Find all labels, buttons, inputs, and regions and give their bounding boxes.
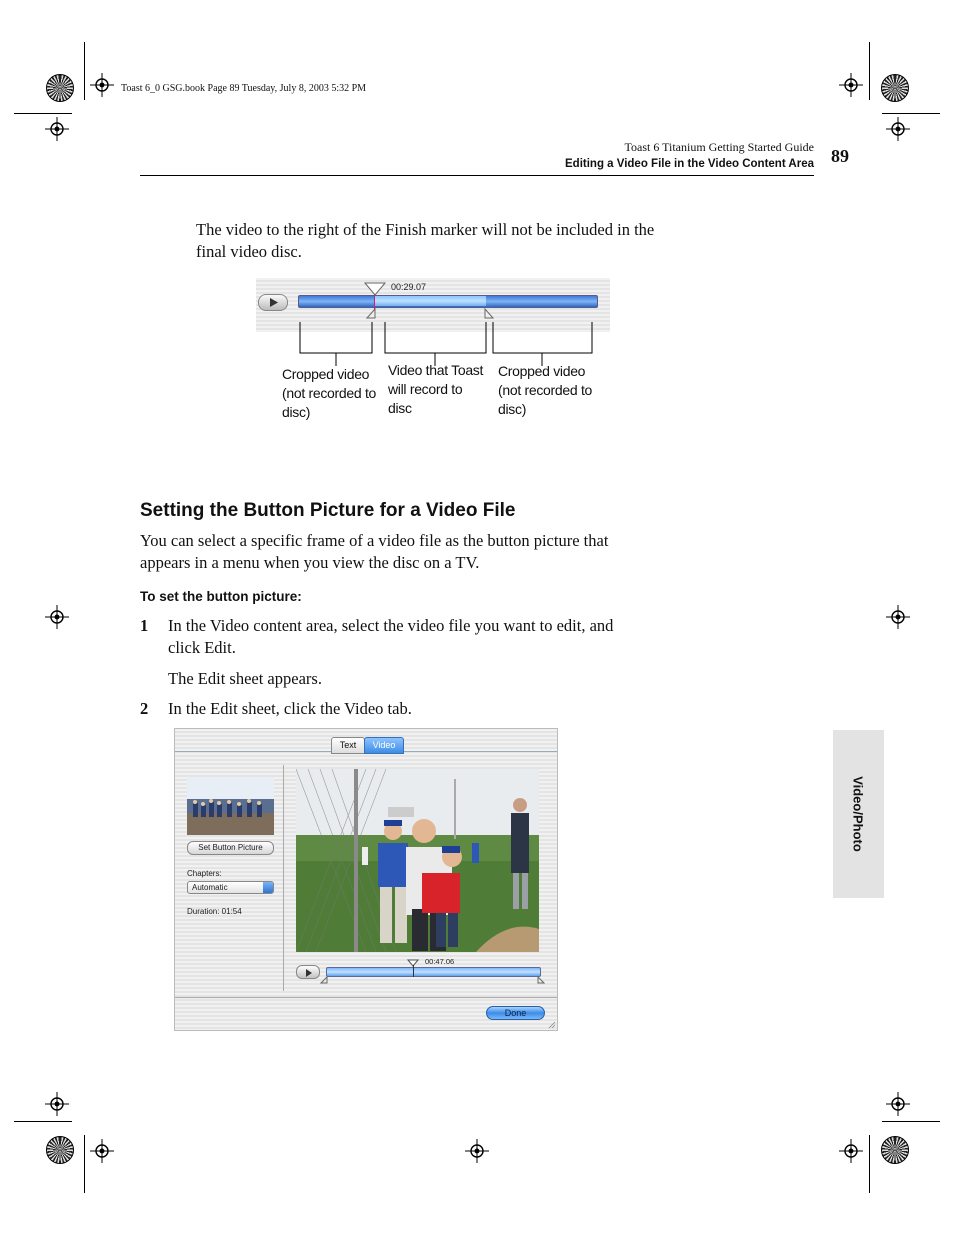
duration-text: Duration: 01:54 [187, 907, 242, 916]
video-preview [296, 769, 539, 952]
chapters-select-value: Automatic [192, 883, 228, 892]
page-number: 89 [831, 146, 849, 166]
edit-sheet [174, 728, 558, 1031]
tab-video[interactable]: Video [364, 737, 404, 754]
callout-cropped-end: Cropped video (not recorded to disc) [498, 363, 593, 417]
button-picture-thumbnail [187, 777, 274, 835]
registration-target-icon [90, 73, 114, 97]
section-heading: Setting the Button Picture for a Video File [140, 500, 516, 521]
step-text: In the Edit sheet, click the Video tab. [168, 699, 412, 718]
registration-target-icon [886, 117, 910, 141]
registration-target-icon [90, 1139, 114, 1163]
registration-target-icon [839, 73, 863, 97]
sheet-playhead-line [413, 965, 414, 977]
select-arrows-icon [263, 882, 273, 893]
play-icon [297, 967, 319, 979]
play-icon [259, 295, 287, 310]
registration-target-icon [45, 605, 69, 629]
step-number: 1 [140, 616, 149, 635]
step-number: 2 [140, 699, 149, 718]
play-button[interactable] [258, 294, 288, 311]
print-slug: Toast 6_0 GSG.book Page 89 Tuesday, July 8, 2003 5:32 PM [121, 83, 367, 94]
callout-recorded: Video that Toast will record to disc [388, 362, 484, 416]
sheet-start-marker-icon[interactable] [320, 976, 328, 984]
start-marker-icon[interactable] [366, 308, 376, 319]
finish-marker-icon[interactable] [484, 308, 494, 319]
step-result: The Edit sheet appears. [168, 669, 322, 688]
done-button[interactable]: Done [486, 1006, 545, 1020]
header-rule [140, 175, 814, 176]
left-panel [181, 769, 287, 919]
chapters-label: Chapters: [187, 869, 222, 878]
set-button-picture-button[interactable]: Set Button Picture [187, 841, 274, 855]
playhead-icon[interactable] [364, 282, 386, 296]
footer-rule [175, 997, 557, 998]
registration-target-icon [45, 1092, 69, 1116]
step-text: In the Video content area, select the video file you want to edit, and click Edit. [168, 616, 614, 657]
side-tab-label: Video/Photo [850, 776, 866, 852]
sheet-play-button[interactable] [296, 965, 320, 979]
color-star-icon [46, 1136, 74, 1164]
timeline-selected-range [374, 296, 486, 306]
sheet-timecode: 00:47.06 [425, 957, 455, 966]
callout-cropped-start: Cropped video (not recorded to disc) [282, 366, 377, 420]
tab-text[interactable]: Text [331, 737, 365, 754]
registration-target-icon [886, 605, 910, 629]
section-paragraph: You can select a specific frame of a video file as the button picture that appears in a menu when you view the disc on a TV. [140, 531, 609, 572]
registration-target-icon [465, 1139, 489, 1163]
color-star-icon [46, 74, 74, 102]
running-head [140, 138, 814, 176]
resize-grip-icon[interactable] [548, 1021, 556, 1029]
sheet-finish-marker-icon[interactable] [537, 976, 545, 984]
panel-divider [283, 765, 284, 991]
intro-paragraph: The video to the right of the Finish marker will not be included in the final video disc. [196, 220, 655, 261]
chapters-select[interactable] [187, 881, 274, 894]
section-title: Editing a Video File in the Video Content Area [565, 158, 814, 170]
color-star-icon [881, 74, 909, 102]
registration-target-icon [839, 1139, 863, 1163]
color-star-icon [881, 1136, 909, 1164]
book-title: Toast 6 Titanium Getting Started Guide [624, 140, 814, 154]
sheet-timeline-track[interactable] [326, 967, 541, 977]
registration-target-icon [886, 1092, 910, 1116]
chapter-side-tab [833, 730, 884, 898]
procedure-heading: To set the button picture: [140, 589, 302, 604]
timeline-timecode: 00:29.07 [391, 282, 427, 292]
registration-target-icon [45, 117, 69, 141]
